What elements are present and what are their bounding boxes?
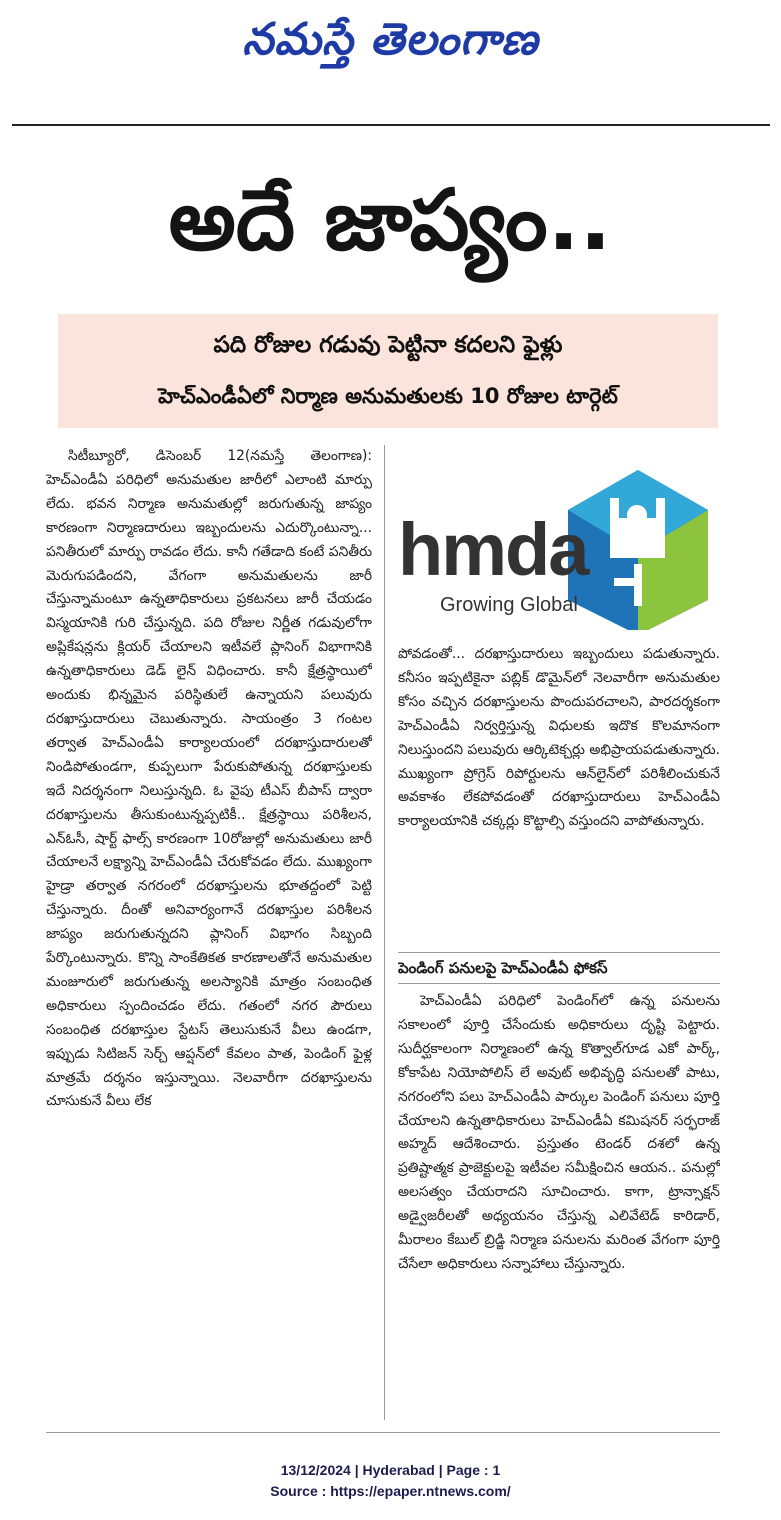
article-column-3	[398, 990, 720, 1420]
section-heading: పెండింగ్ పనులపై హెచ్‌ఎండీఏ ఫోకస్	[398, 952, 720, 984]
footer-source-line: Source : https://epaper.ntnews.com/	[270, 1483, 511, 1499]
subheading-1: పది రోజుల గడువు పెట్టినా కదలని ఫైళ్లు	[213, 332, 563, 358]
subheading-box	[58, 314, 718, 428]
logo-tagline: Growing Global	[440, 594, 578, 616]
article-paragraph: హెచ్‌ఎండీఏ పరిధిలో పెండింగ్‌లో ఉన్న పనులను సకాలంలో పూర్తి చేసేందుకు అధికారులు దృష్టి పెట్టారు. సుదీర్ఘకాలంగా నిర్మాణంలో ఉన్న కొత్వాల్‌గూడ ఎకో పార్క్, కోకాపేట నియోపోలిస్ లే అవుట్ అభివృద్ధి పనులతో పాటు, నగరంలోని పలు హెచ్‌ఎండీఏ పార్కుల పెండింగ్ పనులు పూర్తి చేయాలని ఉన్నతాధికారులు హెచ్‌ఎండీఏ కమిషనర్ సర్ఫరాజ్ అహ్మద్ ఆదేశించారు. ప్రస్తుతం టెండర్ దశలో ఉన్న ప్రతిష్టాత్మక ప్రాజెక్టులపై ఇటీవల సమీక్షించిన ఆయన.. పనుల్లో అలసత్వం చేయరాదని సూచించారు. కాగా, ట్రాన్సాక్షన్ అడ్వైజరీలతో అధ్యయనం చేస్తున్న ఎలివేటెడ్ కారిడార్, మీరాలం కేబుల్ బ్రిడ్జి నిర్మాణ పనులను మరింత వేగంగా పూర్తి చేసేలా అధికారులు సన్నాహాలు చేస్తున్నారు.	[398, 993, 720, 1272]
article-paragraph: పోవడంతో... దరఖాస్తుదారులు ఇబ్బందులు పడుతున్నారు. కనీసం ఇప్పటికైనా పబ్లిక్ డొమైన్‌లో నెలవారీగా అనుమతుల కోసం వచ్చిన దరఖాస్తులను పొందుపరచాలని, పారదర్శకంగా హెచ్‌ఎండీఏ నిర్వర్తిస్తున్న విధులకు ఇదొక కొలమానంగా నిలుస్తుందని పలువురు ఆర్కిటెక్చర్లు అభిప్రాయపడుతున్నారు. ముఖ్యంగా ప్రోగ్రెస్ రిపోర్టులను ఆన్‌లైన్‌లో పరిశీలించుకునే అవకాశం లేకపోవడంతో దరఖాస్తుదారులు హెచ్‌ఎండీఏ కార్యాలయానికి చక్కర్లు కొట్టాల్సి వస్తుందని వాపోతున్నారు.	[398, 646, 720, 830]
subheading-2: హెచ్‌ఎండీఏలో నిర్మాణ అనుమతులకు 10 రోజుల టార్గెట్	[158, 384, 618, 408]
headline: అదే జాప్యం..	[168, 171, 612, 269]
bottom-rule	[46, 1432, 720, 1433]
top-rule	[12, 124, 770, 126]
footer-date-line: 13/12/2024 | Hyderabad | Page : 1	[280, 1462, 501, 1478]
column-divider	[384, 445, 385, 1420]
article-column-2	[398, 643, 720, 943]
article-paragraph: సిటీబ్యూరో, డిసెంబర్ 12(నమస్తే తెలంగాణ): హెచ్‌ఎండీఏ పరిధిలో అనుమతుల జారీలో ఎలాంటి మార్పు లేదు. భవన నిర్మాణ అనుమతుల్లో జరుగుతున్న జాప్యం కారణంగా నిర్మాణదారులు ఇబ్బందులను ఎదుర్కొంటున్నా... పనితీరులో మార్పు రావడం లేదు. కానీ గతేడాది కంటే పనితీరు మెరుగుపడిందని, వేగంగా అనుమతులను జారీ చేస్తున్నామంటూ ఉన్నతాధికారులు ప్రకటనలు జారీ చేయడం విస్మయానికి గురి చేస్తున్నది. పది రోజుల నిర్ణీత గడువులోగా అప్లికేషన్లను క్లియర్ చేయాలని ఇటీవలే ప్లానింగ్ విభాగానికి ఉన్నతాధికారులు డెడ్ లైన్ విధించారు. కానీ క్షేత్రస్థాయిలో అందుకు భిన్నమైన పరిస్థితులే ఉన్నాయని పలువురు దరఖాస్తుదారులు చెబుతున్నారు. సాయంత్రం 3 గంటల తర్వాత హెచ్‌ఎండీఏ కార్యాలయంలో దరఖాస్తుదారులతో నిండిపోతుండగా, కుప్పలుగా పేరుకుపోతున్న దరఖాస్తులకు ఇదే నిదర్శనంగా నిలుస్తున్నది. ఓ వైపు టీఎస్ బీపాస్ ద్వారా దరఖాస్తులను తీసుకుంటున్నప్పటికీ.. క్షేత్రస్థాయి పరిశీలన, ఎన్‌ఓసీ, షార్ట్ ఫాల్స్ కారణంగా 10రోజుల్లో అనుమతులు జారీ చేయాలనే లక్ష్యాన్ని హెచ్‌ఎండీఏ చేరుకోవడం లేదు. ముఖ్యంగా హైడ్రా తర్వాత నగరంలో దరఖాస్తులను భూతద్దంలో పెట్టి చేస్తున్నారు. దీంతో అనివార్యంగానే దరఖాస్తుల పరిశీలన జాప్యం జరుగుతున్నదని ప్లానింగ్ విభాగం సిబ్బంది పేర్కొంటున్నారు. కొన్ని సాంకేతికత కారణాలతోనే అనుమతుల మంజూరులో జరుగుతున్న అలస్యానికి మాత్రం సంబంధిత అధికారులు స్పందించడం లేదు. గతంలో నగర పౌరులు సంబంధిత దరఖాస్తుల స్టేటస్ తెలుసుకునే వీలు ఉండగా, ఇప్పుడు సిటిజన్ సెర్చ్ ఆప్షన్‌లో కేవలం పాత, పెండింగ్ ఫైళ్ల మాత్రమే దర్శనం ఇస్తున్నాయి. నెలవారీగా దరఖాస్తులను చూసుకునే వీలు లేక	[46, 448, 372, 1110]
masthead: నమస్తే తెలంగాణ	[242, 14, 539, 65]
article-column-1	[46, 445, 372, 1425]
hmda-logo	[398, 460, 720, 630]
logo-wordmark: hmda	[398, 508, 588, 591]
